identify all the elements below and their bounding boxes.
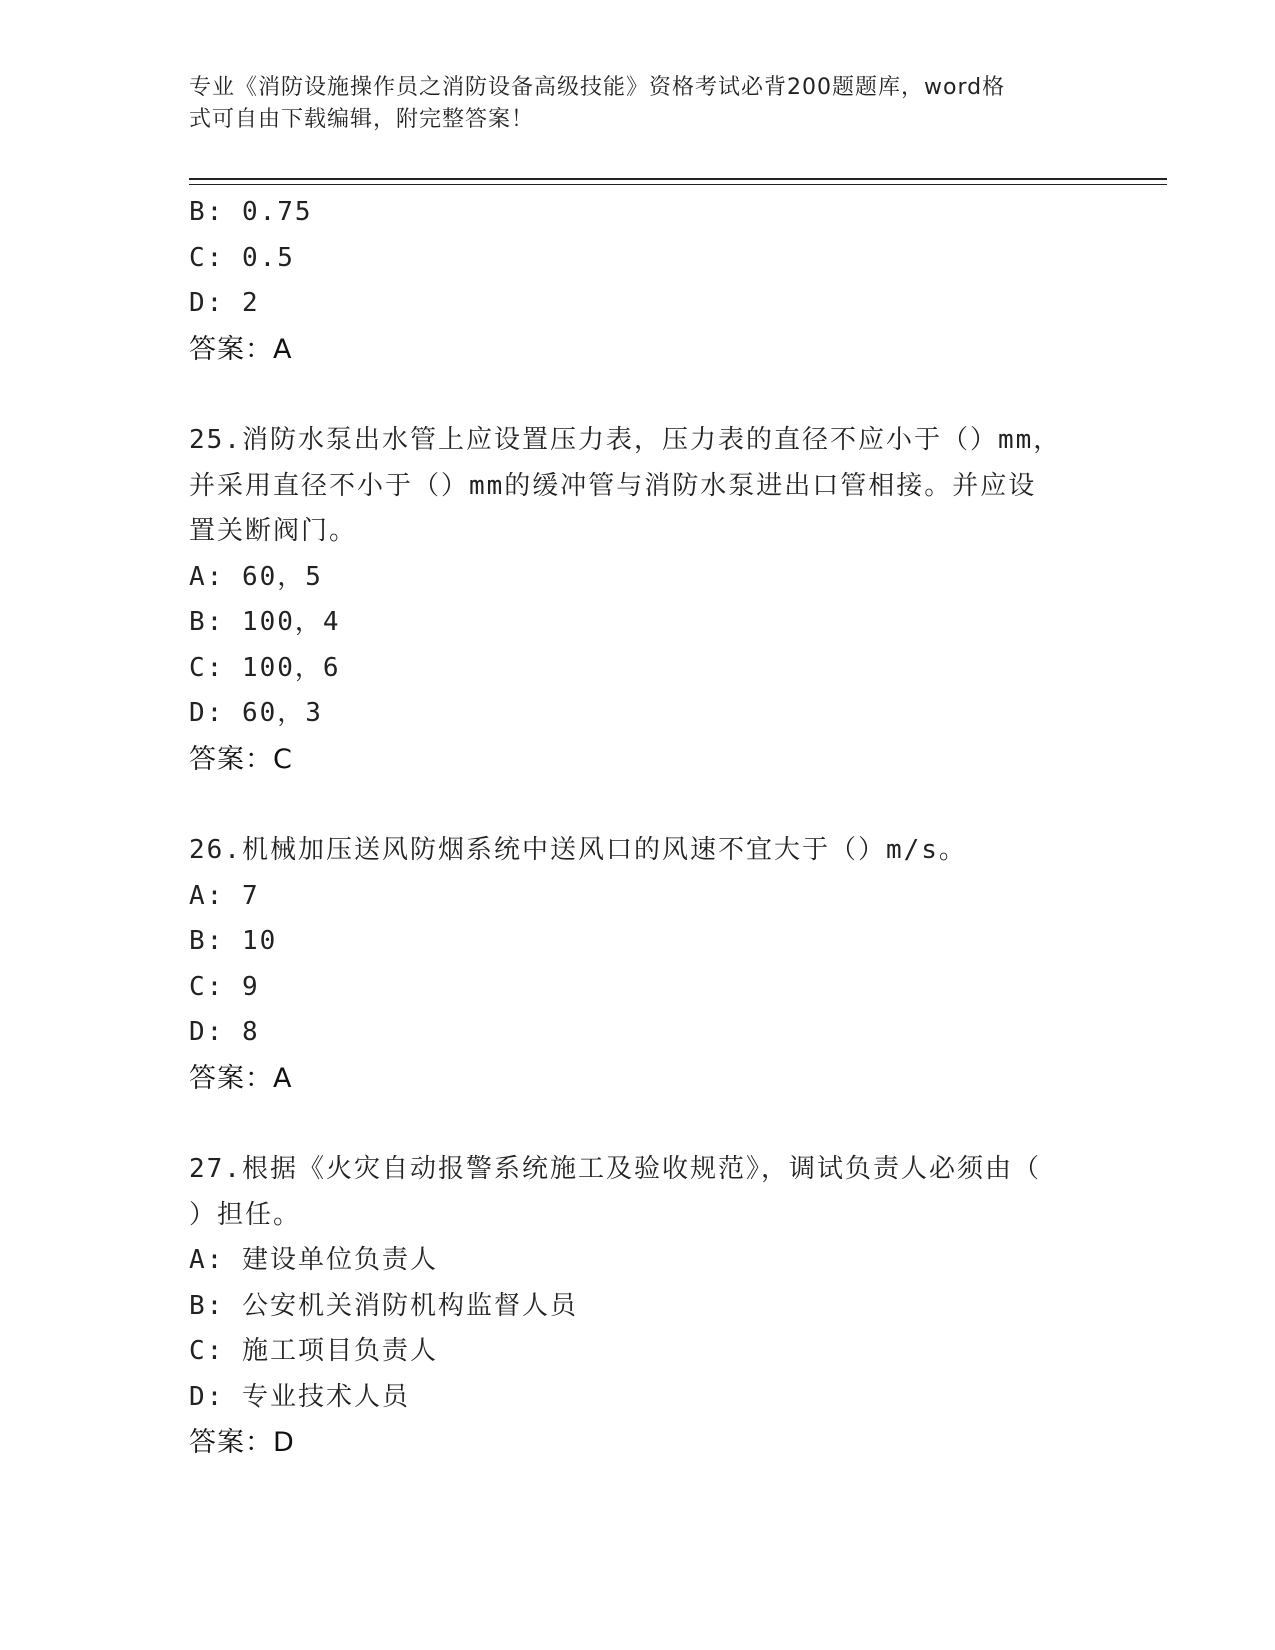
option-b: B: 100，4 [189, 607, 341, 637]
spacer [189, 782, 1089, 828]
spacer [189, 372, 1089, 418]
question-stem: ）担任。 [189, 1199, 302, 1230]
answer-label: 答案：C [189, 743, 293, 775]
question-stem: 25.消防水泵出水管上应设置压力表，压力表的直径不应小于（）mm， [189, 425, 1062, 455]
option-d: D: 60，3 [189, 698, 323, 728]
header-divider-thick [189, 178, 1167, 180]
header-title-line-2: 式可自由下载编辑，附完整答案！ [189, 107, 535, 132]
option-d: D: 8 [189, 1017, 260, 1047]
question-stem: 27.根据《火灾自动报警系统施工及验收规范》，调试负责人必须由（ [189, 1154, 1041, 1184]
question-24-tail [189, 190, 1089, 372]
question-27 [189, 1147, 1089, 1466]
option-a: A: 60，5 [189, 561, 323, 592]
option-b: B: 10 [189, 926, 278, 956]
header-title-line-1: 专业《消防设施操作员之消防设备高级技能》资格考试必背200题题库，word格 [189, 75, 1006, 100]
header-divider-thin [189, 184, 1167, 185]
option-b: B: 0.75 [189, 197, 313, 227]
option-c: C: 100，6 [189, 652, 341, 683]
spacer [189, 1101, 1089, 1147]
document-header [189, 72, 1069, 136]
option-a: A: 7 [189, 880, 260, 911]
answer-label: 答案：D [189, 1427, 295, 1458]
option-c: C: 施工项目负责人 [189, 1336, 438, 1366]
answer-label: 答案：A [189, 1062, 293, 1094]
option-b: B: 公安机关消防机构监督人员 [189, 1290, 578, 1321]
question-25 [189, 418, 1089, 782]
option-d: D: 专业技术人员 [189, 1381, 410, 1412]
option-a: A: 建设单位负责人 [189, 1245, 438, 1275]
question-list [189, 190, 1089, 1466]
option-c: C: 9 [189, 971, 260, 1002]
option-d: D: 2 [189, 288, 260, 318]
question-26 [189, 828, 1089, 1101]
question-stem: 置关断阀门。 [189, 516, 358, 546]
answer-label: 答案：A [189, 333, 293, 365]
option-c: C: 0.5 [189, 242, 295, 273]
question-stem: 并采用直径不小于（）mm的缓冲管与消防水泵进出口管相接。并应设 [189, 470, 1037, 501]
question-stem: 26.机械加压送风防烟系统中送风口的风速不宜大于（）m/s。 [189, 835, 967, 865]
